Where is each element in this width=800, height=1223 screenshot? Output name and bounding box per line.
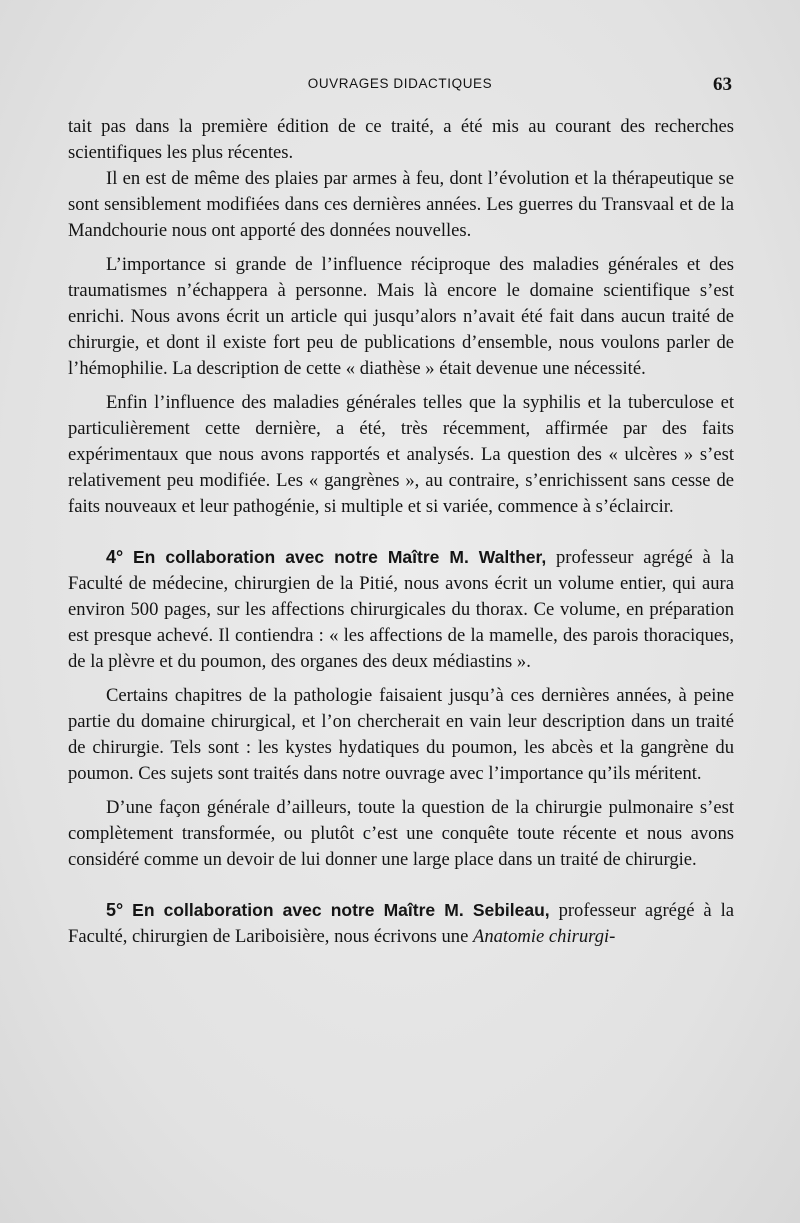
paragraph-2: Il en est de même des plaies par armes à feu, dont l’évolution et la thérapeutique se sont sensiblement modifiées dans ces dernières années. Les guerres du Transvaal et de la Mandchourie nous ont apporté des données nouvelles.: [68, 168, 734, 241]
section-number: 4°: [106, 547, 124, 567]
running-header: [68, 74, 732, 96]
running-title: OUVRAGES DIDACTIQUES: [307, 76, 493, 91]
paragraph-1: tait pas dans la première édition de ce traité, a été mis au courant des recherches scientifiques les plus récentes.: [68, 116, 734, 163]
page-body: [68, 114, 734, 950]
paragraph-3: L’importance si grande de l’influence réciproque des maladies générales et des traumatismes n’échappera à personne. Mais là encore le domaine scientifique s’est enrichi. Nous avons écrit un article qui jusqu’alors n’avait été fait dans aucun traité de chirurgie, et dont il existe fort peu de publications d’ensemble, nous voulons parler de l’hémophilie. La description de cette « diathèse » était devenue une nécessité.: [68, 254, 734, 379]
paragraph-5-section-4: [68, 544, 734, 675]
paragraph-4: Enfin l’influence des maladies générales telles que la syphilis et la tuberculose et particulièrement cette dernière, a été, très récemment, affirmée par des faits expérimentaux que nous avons rapportés et analysés. La question des « ulcères » s’est relativement peu modifiée. Les « gangrènes », au contraire, s’enrichissent sans cesse de faits nouveaux et leur pathogénie, si multiple et si variée, commence à s’éclaircir.: [68, 392, 734, 517]
collaboration-heading: En collaboration avec notre Maître M. Sebileau,: [132, 900, 550, 920]
paragraph-8-section-5: [68, 897, 734, 950]
paragraph-6: Certains chapitres de la pathologie faisaient jusqu’à ces dernières années, à peine partie du domaine chirurgical, et l’on chercherait en vain leur description dans un traité de chirurgie. Tels sont : les kystes hydatiques du poumon, les abcès et la gangrène du poumon. Ces sujets sont traités dans notre ouvrage avec l’importance qu’ils méritent.: [68, 685, 734, 784]
collaboration-heading: En collaboration avec notre Maître M. Walther,: [133, 547, 547, 567]
book-title-italic: Anatomie chirurgi-: [472, 926, 616, 947]
paragraph-7: D’une façon générale d’ailleurs, toute la question de la chirurgie pulmonaire s’est complètement transformée, ou plutôt c’est une conquête toute récente et nous avons considéré comme un devoir de lui donner une large place dans un traité de chirurgie.: [68, 797, 734, 870]
paragraph-text: professeur agrégé à la Faculté de médecine, chirurgien de la Pitié, nous avons écrit un volume entier, qui aura environ 500 pages, sur les affections chirurgicales du thorax. Ce volume, en préparation est presque achevé. Il contiendra : « les affections de la mamelle, des parois thoraciques, de la plèvre et du poumon, des organes des deux médiastins ».: [68, 547, 734, 672]
paragraph-text: professeur agrégé à la Faculté, chirurgien de Lariboisière, nous écrivons une: [68, 900, 734, 947]
section-number: 5°: [106, 900, 124, 920]
page-number: 63: [713, 74, 732, 95]
